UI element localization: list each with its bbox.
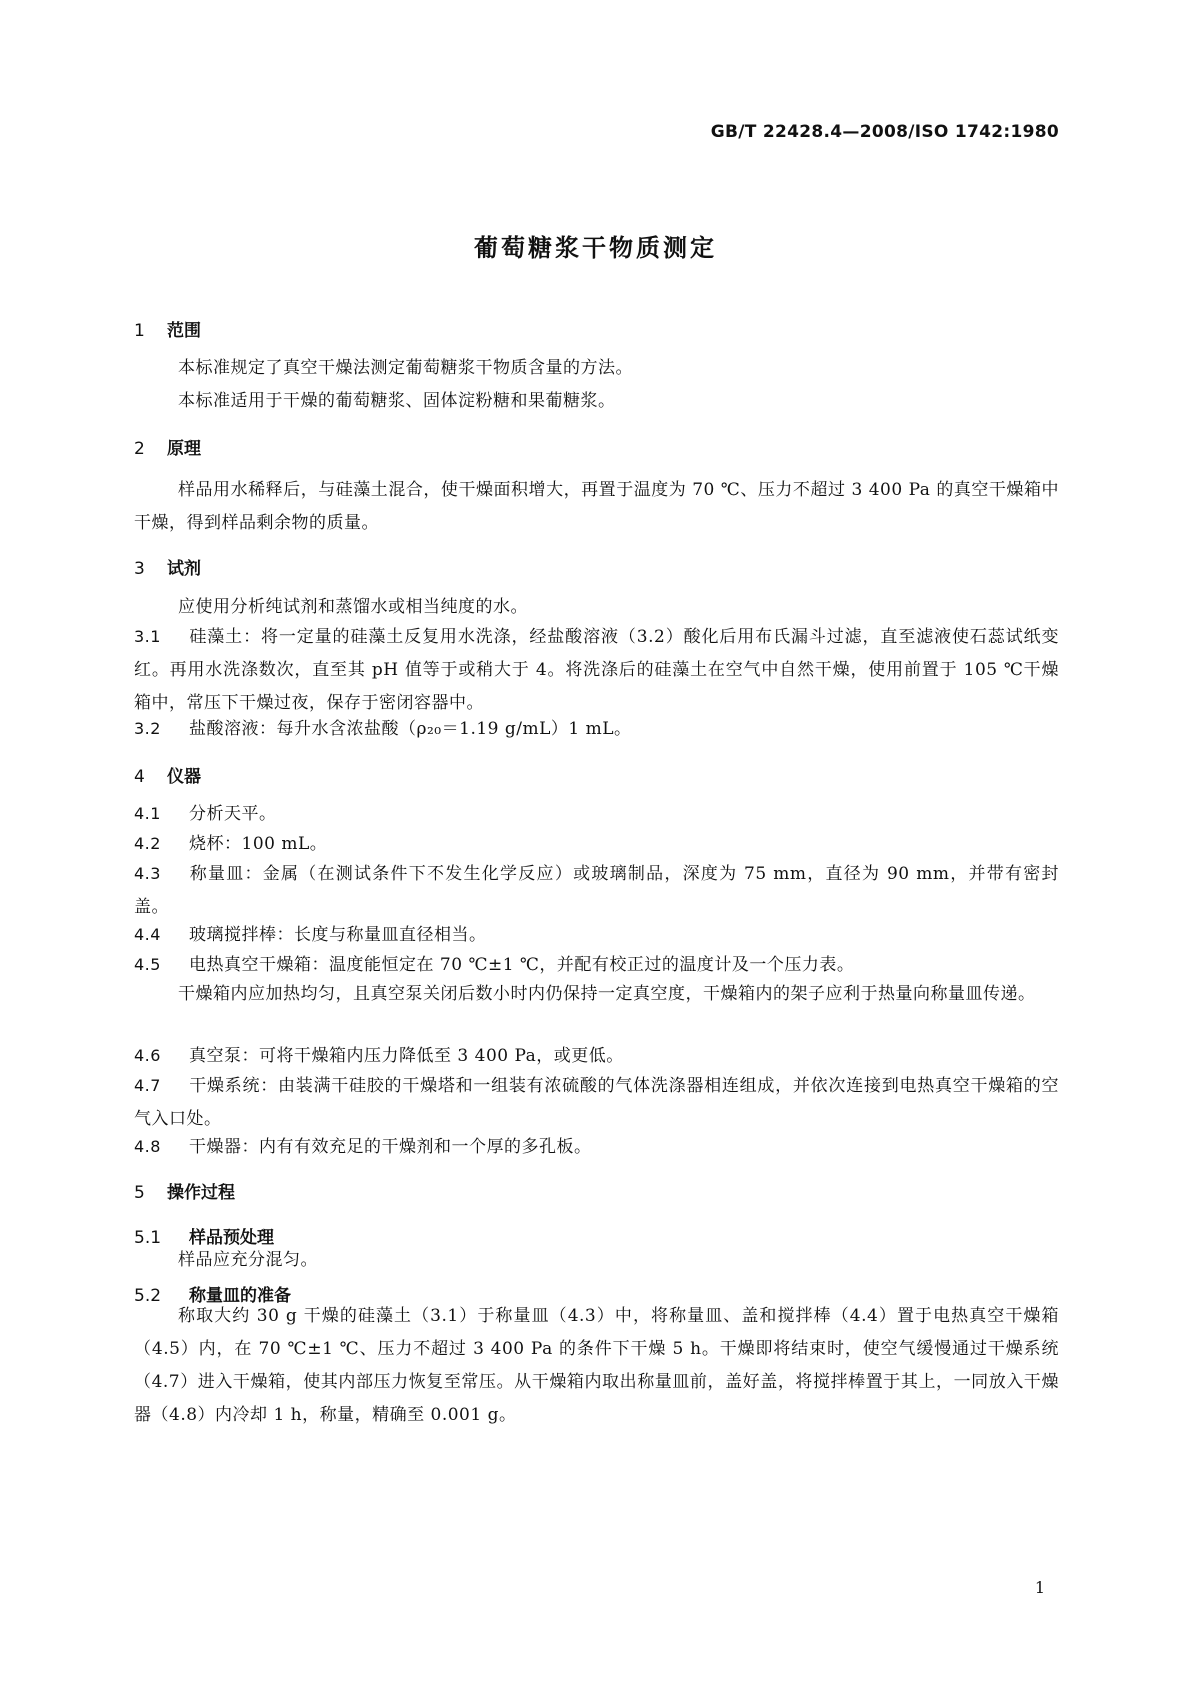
item-number: 4.8 [134, 1137, 161, 1156]
item-text: 盐酸溶液：每升水含浓盐酸（ρ₂₀＝1.19 g/mL）1 mL。 [189, 719, 632, 739]
paragraph: 干燥箱内应加热均匀，且真空泵关闭后数小时内仍保持一定真空度，干燥箱内的架子应利于热量向称量皿传递。 [178, 984, 1036, 1004]
paragraph: 样品应充分混匀。 [178, 1250, 318, 1270]
item-number: 4.7 [134, 1076, 161, 1095]
item-number: 3.2 [134, 719, 161, 738]
paragraph: 样品用水稀释后，与硅藻土混合，使干燥面积增大，再置于温度为 70 ℃、压力不超过 3 400 Pa 的真空干燥箱中干燥，得到样品剩余物的质量。 [134, 480, 1059, 533]
list-item [134, 1039, 1059, 1073]
section-title: 仪器 [167, 767, 201, 787]
list-item [134, 948, 1059, 982]
item-text: 干燥器：内有有效充足的干燥剂和一个厚的多孔板。 [189, 1137, 592, 1157]
section-title: 范围 [167, 321, 201, 341]
subsection-title: 称量皿的准备 [189, 1286, 291, 1306]
item-text: 干燥系统：由装满干硅胶的干燥塔和一组装有浓硫酸的气体洗涤器相连组成，并依次连接到电热真空干燥箱的空气入口处。 [134, 1076, 1059, 1129]
page-number: 1 [1034, 1578, 1045, 1597]
list-item [134, 712, 1059, 746]
item-number: 4.6 [134, 1046, 161, 1065]
item-text: 烧杯：100 mL。 [189, 834, 328, 854]
standard-number: GB/T 22428.4—2008/ISO 1742:1980 [710, 122, 1059, 142]
section-title: 操作过程 [167, 1183, 235, 1203]
section-heading-reagents [134, 554, 201, 579]
item-number: 4.2 [134, 834, 161, 853]
item-text: 称量皿：金属（在测试条件下不发生化学反应）或玻璃制品，深度为 75 mm，直径为 90 mm，并带有密封盖。 [134, 864, 1059, 917]
paragraph: 应使用分析纯试剂和蒸馏水或相当纯度的水。 [178, 597, 528, 617]
item-number: 3.1 [134, 627, 161, 646]
list-item [134, 918, 1059, 952]
item-text: 真空泵：可将干燥箱内压力降低至 3 400 Pa，或更低。 [189, 1046, 624, 1066]
section-heading-procedure [134, 1178, 235, 1203]
item-number: 4.1 [134, 804, 161, 823]
list-item [134, 797, 1059, 831]
list-item [134, 857, 1059, 924]
item-number: 4.5 [134, 955, 161, 974]
item-number: 4.3 [134, 864, 161, 883]
list-item [134, 620, 1059, 720]
section-number: 5 [134, 1183, 145, 1203]
section-heading-scope [134, 316, 201, 341]
section-number: 4 [134, 767, 145, 787]
section-number: 2 [134, 439, 145, 459]
section-number: 1 [134, 321, 145, 341]
section-heading-principle [134, 434, 201, 459]
section-number: 3 [134, 559, 145, 579]
list-item [134, 1069, 1059, 1136]
item-text: 玻璃搅拌棒：长度与称量皿直径相当。 [189, 925, 487, 945]
page-title: 葡萄糖浆干物质测定 [474, 234, 717, 262]
subsection-number: 5.1 [134, 1228, 162, 1248]
section-title: 试剂 [167, 559, 201, 579]
item-text: 电热真空干燥箱：温度能恒定在 70 ℃±1 ℃，并配有校正过的温度计及一个压力表。 [189, 955, 855, 975]
list-item [134, 827, 1059, 861]
subsection-number: 5.2 [134, 1286, 162, 1306]
item-text: 硅藻土：将一定量的硅藻土反复用水洗涤，经盐酸溶液（3.2）酸化后用布氏漏斗过滤，直至滤液使石蕊试纸变红。再用水洗涤数次，直至其 pH 值等于或稍大于 4。将洗涤后的硅藻土在空气中自然干燥，使用前置于 105 ℃干燥箱中，常压下干燥过夜，保存于密闭容器中。 [134, 627, 1059, 713]
paragraph: 本标准适用于干燥的葡萄糖浆、固体淀粉糖和果葡糖浆。 [178, 391, 616, 411]
item-number: 4.4 [134, 925, 161, 944]
paragraph: 本标准规定了真空干燥法测定葡萄糖浆干物质含量的方法。 [178, 358, 633, 378]
section-heading-apparatus [134, 762, 201, 787]
section-title: 原理 [167, 439, 201, 459]
subsection-title: 样品预处理 [189, 1228, 274, 1248]
list-item [134, 1130, 1059, 1164]
paragraph: 称取大约 30 g 干燥的硅藻土（3.1）于称量皿（4.3）中，将称量皿、盖和搅拌棒（4.4）置于电热真空干燥箱（4.5）内，在 70 ℃±1 ℃、压力不超过 3 400 Pa 的条件下干燥 5 h。干燥即将结束时，使空气缓慢通过干燥系统（4.7）进入干燥箱，使其内部压力恢复至常压。从干燥箱内取出称量皿前，盖好盖，将搅拌棒置于其上，一同放入干燥器（4.8）内冷却 1 h，称量，精确至 0.001 g。 [134, 1306, 1059, 1425]
item-text: 分析天平。 [189, 804, 277, 824]
